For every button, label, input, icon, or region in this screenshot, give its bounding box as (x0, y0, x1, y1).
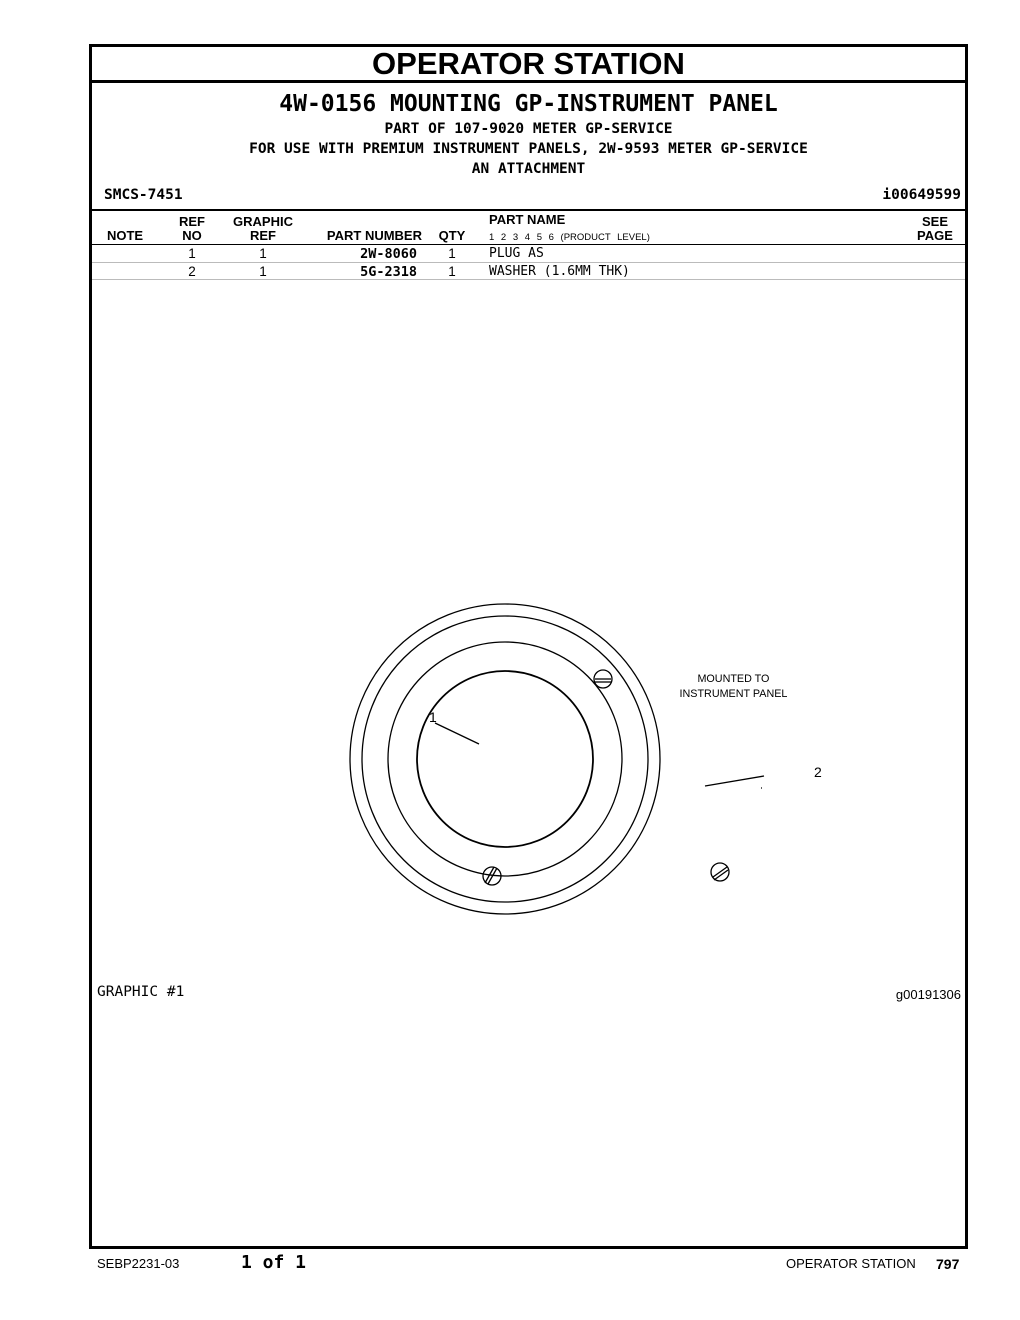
leader-line-2 (705, 776, 764, 786)
row-part-name: PLUG AS (489, 246, 544, 261)
screw-icon (594, 670, 612, 688)
header-see-bottom: PAGE (917, 228, 953, 243)
use-with-line: FOR USE WITH PREMIUM INSTRUMENT PANELS, 2W-9593 METER GP-SERVICE (249, 141, 808, 157)
header-qty: QTY (438, 228, 466, 243)
row-graphic-ref: 1 (259, 264, 267, 279)
plug-flange-ring (362, 616, 648, 902)
graphic-label: GRAPHIC #1 (97, 984, 185, 1000)
page-title: OPERATOR STATION (92, 47, 965, 83)
row-part-name: WASHER (1.6MM THK) (489, 264, 630, 279)
row-qty: 1 (448, 264, 456, 279)
row-graphic-ref: 1 (259, 246, 267, 261)
table-top-rule (92, 209, 965, 211)
row-ref-no: 1 (188, 246, 196, 261)
header-ref-bottom: NO (182, 228, 202, 243)
part-of-line: PART OF 107-9020 METER GP-SERVICE (384, 121, 673, 137)
header-ref-top: REF (179, 214, 205, 229)
header-graphic-top: GRAPHIC (233, 214, 293, 229)
row-ref-no: 2 (188, 264, 196, 279)
row-divider (92, 279, 965, 280)
group-name: 4W-0156 MOUNTING GP-INSTRUMENT PANEL (279, 91, 778, 117)
outer-washer-ring (350, 604, 660, 914)
product-levels: 1 2 3 4 5 6 (PRODUCT LEVEL) (489, 232, 650, 243)
row-part-number: 5G-2318 (360, 264, 417, 280)
attachment-line: AN ATTACHMENT (471, 161, 586, 177)
row-qty: 1 (448, 246, 456, 261)
page-of: 1 of 1 (241, 1252, 307, 1273)
doc-number: SEBP2231-03 (97, 1256, 180, 1271)
center-opening (417, 671, 593, 847)
row-part-number: 2W-8060 (360, 246, 417, 262)
header-part-name: PART NAME (489, 212, 566, 227)
footer-section: OPERATOR STATION (786, 1256, 916, 1271)
row-divider (92, 262, 965, 263)
inner-ring (388, 642, 622, 876)
screw-icon (711, 863, 729, 881)
mount-note-line2: INSTRUMENT PANEL (679, 687, 788, 701)
callout-1: 1 (429, 709, 437, 725)
header-bottom-rule (92, 244, 965, 245)
header-part-number: PART NUMBER (326, 228, 422, 243)
graphic-id: g00191306 (895, 987, 961, 1002)
leader-line-1 (435, 723, 479, 744)
parts-page-frame (89, 44, 968, 1249)
smcs-code: SMCS-7451 (104, 187, 183, 203)
page-number: 797 (936, 1256, 960, 1272)
header-graphic-bottom: REF (250, 228, 276, 243)
illustration-id: i00649599 (882, 187, 961, 203)
header-note: NOTE (106, 228, 144, 243)
mount-note-line1: MOUNTED TO (697, 672, 770, 686)
header-see-top: SEE (921, 214, 948, 229)
callout-2: 2 (814, 764, 822, 780)
mounting-drawing (322, 587, 822, 957)
